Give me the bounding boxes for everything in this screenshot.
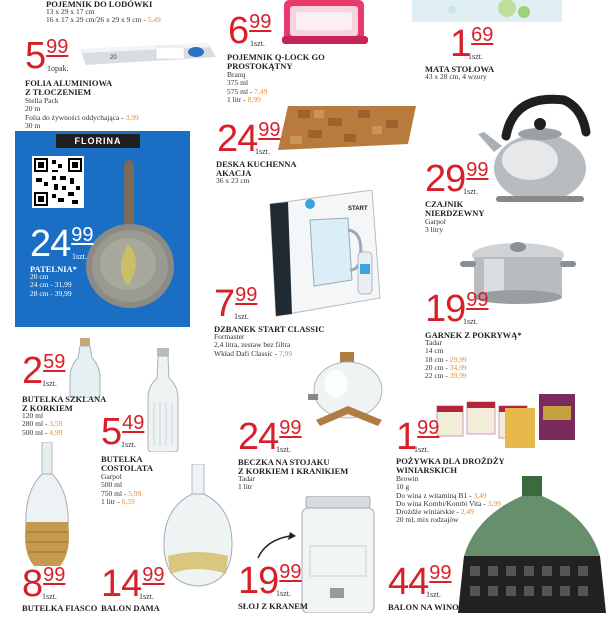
price-beczka: 2499 1szt. (238, 416, 302, 458)
arrow-icon (256, 530, 296, 560)
product-name-czajnik: CZAJNIK NIERDZEWNY (425, 199, 485, 218)
pojemnik-qlock-image (282, 0, 368, 46)
svg-text:START: START (348, 206, 368, 212)
price-butelka-fiasco: 899 1szt. (22, 563, 66, 605)
product-details-pojemnik-lodowki: 13 x 29 x 17 cm 16 x 17 x 29 cm/26 x 29 x 9 cm - 5,49 (46, 7, 161, 25)
price-dzbanek: 799 1szt. (214, 283, 258, 325)
sloj-image (300, 496, 376, 613)
product-name-dzbanek: DZBANEK START CLASSIC (214, 324, 325, 334)
product-details-butelka-korek: 120 ml 280 ml - 3,59 500 ml - 4,99 (22, 411, 63, 437)
price-pozywka: 199 1szt. (396, 416, 440, 458)
product-details-deska: 36 x 23 cm (216, 176, 250, 185)
czajnik-image (478, 88, 596, 206)
product-name-deska: DESKA KUCHENNA AKACJA (216, 159, 297, 178)
product-details-mata: 43 x 28 cm, 4 wzory (425, 72, 487, 81)
product-details-butelka-costolata: Garpol 500 ml 750 ml - 5,99 1 litr - 6,59 (101, 472, 142, 506)
product-details-czajnik: Garpol 3 litry (425, 217, 446, 235)
patelnia-image (84, 160, 184, 310)
price-pojemnik-qlock: 699 1szt. (228, 10, 272, 52)
product-details-folia: Stella Pack 20 m Folia do żywności oddychająca - 3,99 30 m (25, 96, 139, 130)
pozywka-image (435, 392, 577, 450)
product-name-pozywka: POŻYWKA DLA DROŻDŻY WINIARSKICH (396, 456, 505, 475)
product-name-sloj: SŁOJ Z KRANEM (238, 601, 308, 611)
price-butelka-korek: 259 1szt. (22, 350, 66, 392)
price-folia: 599 1opak. (25, 35, 69, 77)
product-name-butelka-korek: BUTELKA SZKLANA Z KORKIEM (22, 394, 107, 413)
butelka-costolata-image (146, 348, 180, 452)
product-details-pojemnik-qlock: Branq 375 ml 575 ml - 7,49 1 litr - 8,99 (227, 70, 268, 104)
price-garnek: 1999 1szt. (425, 288, 489, 330)
price-balon-wino: 4499 1szt. (388, 561, 452, 603)
product-name-garnek: GARNEK Z POKRYWĄ* (425, 330, 522, 340)
product-details-beczka: Tadar 1 litr (238, 474, 255, 492)
product-details-garnek: Tadar 14 cm 18 cm - 29,99 20 cm - 34,99 22 cm - 39,99 (425, 338, 467, 381)
florina-logo-bar: FLORINA (56, 134, 140, 148)
product-details-dzbanek: Formaster 2,4 litra, zestaw bez filtra Wkład Dafi Classic - 7,99 (214, 332, 293, 358)
product-name-mata: MATA STOŁOWA (425, 64, 495, 74)
price-czajnik: 2999 1szt. (425, 158, 489, 200)
price-mata: 169 1szt. (450, 23, 494, 65)
dzbanek-image (262, 190, 390, 322)
svg-text:20: 20 (110, 55, 117, 61)
product-name-beczka: BECZKA NA STOJAKU Z KORKIEM I KRANIKIEM (238, 457, 349, 476)
price-butelka-costolata: 549 1szt. (101, 411, 145, 453)
beczka-image (306, 350, 386, 430)
price-balon-dama: 1499 1szt. (101, 563, 165, 605)
price-patelnia: 2499 1szt. (30, 223, 94, 265)
product-details-patelnia: 20 cm 24 cm - 31,99 28 cm - 39,99 (30, 272, 72, 298)
folia-image (76, 41, 218, 67)
product-name-butelka-fiasco: BUTELKA FIASCO (22, 603, 98, 613)
butelka-korek-image (68, 338, 102, 398)
price-sloj: 1999 1szt. (238, 560, 302, 602)
butelka-fiasco-image (22, 442, 72, 568)
product-name-patelnia: PATELNIA* (30, 264, 77, 274)
qr-code (32, 156, 84, 208)
product-name-balon-wino: BALON NA WINO (388, 602, 459, 612)
deska-image (278, 106, 418, 150)
product-name-folia: FOLIA ALUMINIOWA Z TŁOCZENIEM (25, 78, 113, 97)
balon-dama-image (162, 464, 234, 588)
product-name-balon-dama: BALON DAMA (101, 603, 160, 613)
product-name-pojemnik-qlock: POJEMNIK Q-LOCK GO PROSTOKĄTNY (227, 52, 325, 71)
product-name-pojemnik-lodowki: POJEMNIK DO LODÓWKI (46, 0, 153, 9)
product-name-butelka-costolata: BUTELKA COSTOLATA (101, 454, 153, 473)
mata-image (412, 0, 562, 22)
balon-wino-image (456, 476, 608, 613)
product-details-pozywka: Browin 10 g Do wina z witaminą B1 - 3,49 Do wina Kombi/Kombi Vita - 3,99 Drożdże winiarskie - 2,49 20 ml, mix rodzajów (396, 474, 501, 525)
price-deska: 2499 1szt. (217, 118, 281, 160)
